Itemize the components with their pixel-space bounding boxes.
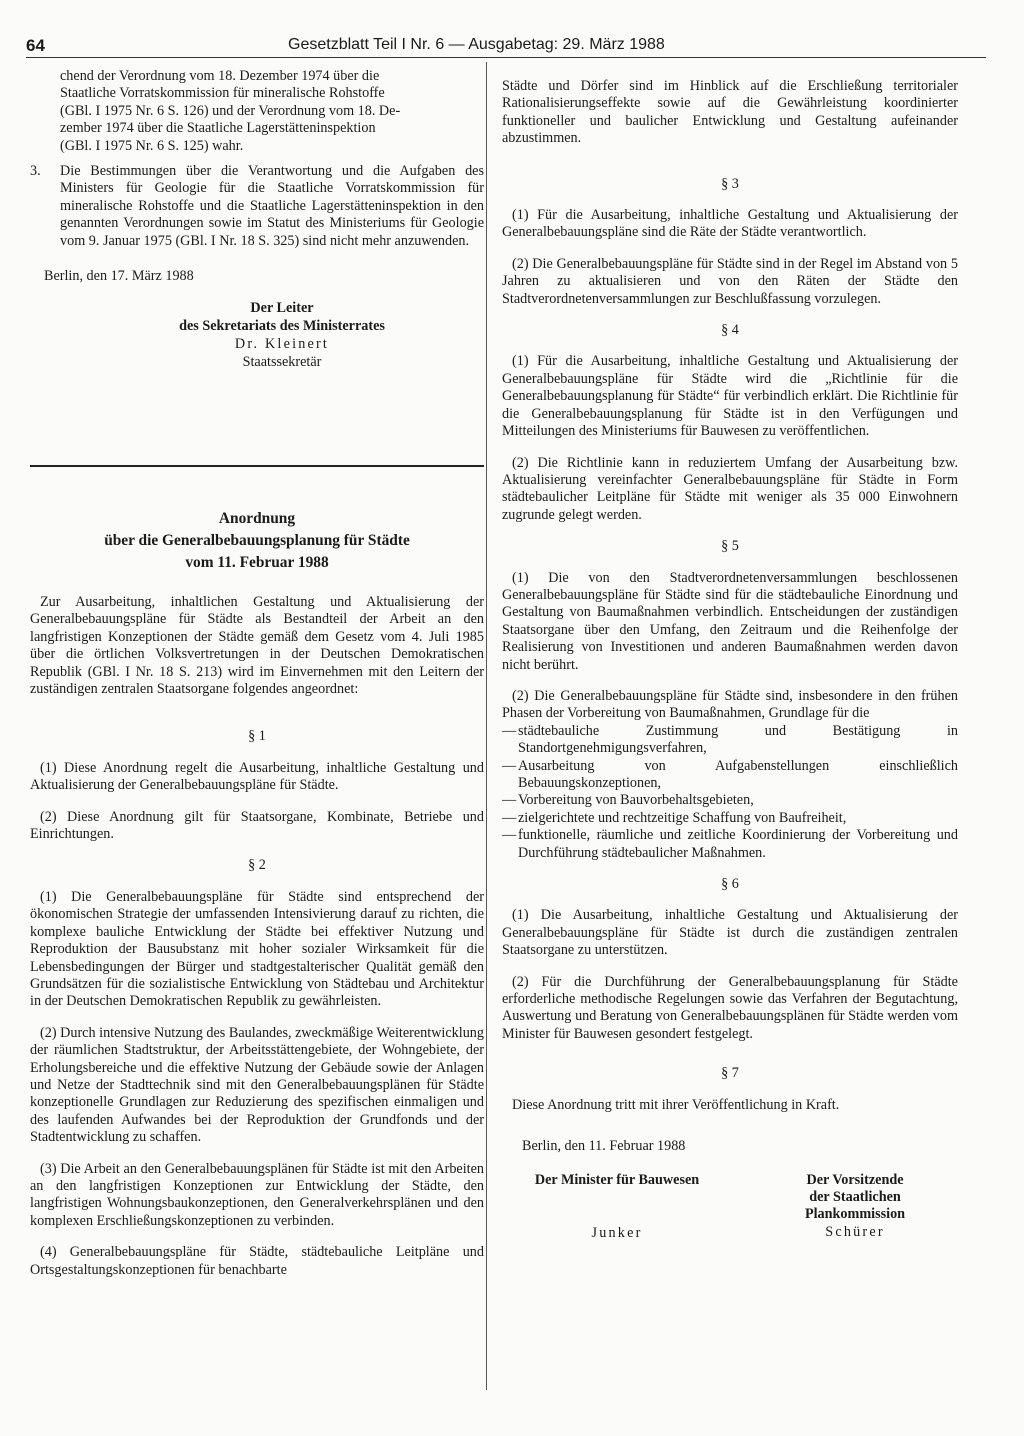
column-divider (486, 62, 487, 1390)
section-mark: § 5 (721, 538, 739, 555)
list-item-text: funktionelle, räumliche und zeitliche Koordinierung der Vorbereitung und Durchführung städtebaulicher Maßnahmen. (518, 827, 958, 861)
paragraph: (1) Die Ausarbeitung, inhaltliche Gestaltung und Aktualisierung der Generalbebauungspläne für Städte ist durch die zuständigen zentralen Staatsorgane zu unterstützen. (502, 907, 958, 959)
paragraph: (2) Die Richtlinie kann in reduziertem Umfang der Ausarbeitung bzw. Aktualisierung vereinfachter Generalbebauungspläne für Städte in Form städtebaulicher Leitpläne für Städte mit weniger als 35 000 Einwohnern zugrunde gelegt werden. (502, 454, 958, 523)
title-line: vom 11. Februar 1988 (185, 554, 329, 571)
numbered-item-3 (30, 163, 484, 250)
section-mark: § 1 (248, 728, 266, 745)
left-column-top (30, 68, 484, 371)
section-mark: § 6 (721, 876, 739, 893)
paragraph: (1) Diese Anordnung regelt die Ausarbeitung, inhaltliche Gestaltung und Aktualisierung der Generalbebauungspläne für Städte. (30, 759, 484, 794)
dash-bullet: — (502, 722, 517, 739)
paragraph: (1) Für die Ausarbeitung, inhaltliche Gestaltung und Aktualisierung der Generalbebauungspläne für Städte wird die „Richtlinie für die Generalbebauungsplanung für Städte“ für verbindlich erklärt. Die Richtlinie für die Generalbebauungsplanung für Städte ist in den Verfügungen und Mitteilungen des Ministeriums für Bauwesen zu veröffentlichen. (502, 353, 958, 440)
dash-bullet: — (502, 757, 517, 774)
ordinance-title (30, 508, 484, 574)
place-date: Berlin, den 17. März 1988 (44, 268, 194, 285)
section-mark: § 2 (248, 857, 266, 874)
paragraph: (1) Die von den Stadtverordnetenversammlungen beschlossenen Generalbebauungspläne für Städte sind für die städtebauliche Einordnung und Gestaltung von Baumaßnahmen verbindlich. Entscheidungen der zuständigen Staatsorgane über den Umfang, den Zeitraum und die Reihenfolge der Realisierung von Investitionen und anderen Baumaßnahmen werden davon nicht berührt. (502, 569, 958, 673)
list-item (502, 792, 958, 809)
signature-row (502, 1172, 958, 1243)
signature-chairman (722, 1172, 958, 1243)
signature-role: Plankommission (804, 1206, 906, 1223)
list-item (502, 723, 958, 758)
list-item (502, 810, 958, 827)
signature-role: des Sekretariats des Ministerrates (179, 318, 385, 335)
item-number: 3. (30, 163, 41, 180)
place-date: Berlin, den 11. Februar 1988 (522, 1138, 686, 1155)
list-item-text: städtebauliche Zustimmung und Bestätigung in Standortgenehmigungsverfahren, (518, 722, 958, 757)
paragraph: Diese Anordnung tritt mit ihrer Veröffentlichung in Kraft. (512, 1096, 840, 1113)
right-column (502, 78, 958, 1242)
paragraph: (2) Die Generalbebauungspläne für Städte sind, insbesondere in den frühen Phasen der Vorbereitung von Baumaßnahmen, Grundlage für die (502, 687, 958, 722)
signature-name: Schürer (825, 1223, 885, 1240)
list-item-text: Ausarbeitung von Aufgabenstellungen einschließlich Bebauungskonzeptionen, (518, 757, 958, 791)
paragraph: (1) Die Generalbebauungspläne für Städte sind entsprechend der ökonomischen Strategie der umfassenden Intensivierung darauf zu richten, die komplexe bauliche Entwicklung der Städte bei effektiver Nutzung und Reproduktion der Bausubstanz mit hoher sozialer Wirksamkeit für die Lebensbedingungen der Bürger und stadtgestalterischer Qualität gemäß den Grundsätzen für die sozialistische Entwicklung von Städtebau und Architektur in der Deutschen Demokratischen Republik zu gewährleisten. (30, 888, 484, 1010)
text-line: (GBl. I 1975 Nr. 6 S. 126) und der Verordnung vom 18. De- (60, 102, 401, 119)
list-item-text: zielgerichtete und rechtzeitige Schaffung von Baufreiheit, (518, 809, 847, 826)
list-item-text: Vorbereitung von Bauvorbehaltsgebieten, (518, 792, 754, 809)
signature-minister (502, 1172, 722, 1243)
signature-role: Der Vorsitzende (806, 1171, 904, 1188)
signature-block (30, 299, 484, 371)
text-line: zember 1974 über die Staatliche Lagerstätteninspektion (60, 120, 376, 137)
running-head: Gesetzblatt Teil I Nr. 6 — Ausgabetag: 29. März 1988 (288, 36, 665, 53)
preamble: Zur Ausarbeitung, inhaltlichen Gestaltung und Aktualisierung der Generalbebauungspläne für Städte als Bestandteil der Arbeit an den langfristigen Konzeptionen der Städte gemäß dem Gesetz vom 4. Juli 1985 über die örtlichen Volksvertretungen in der Deutschen Demokratischen Republik (GBl. I Nr. 18 S. 213) wird im Einvernehmen mit den Leitern der zuständigen zentralen Staatsorgane folgendes angeordnet: (30, 594, 484, 698)
title-line: Anordnung (218, 510, 296, 527)
dash-bullet: — (502, 792, 517, 809)
signature-role: Der Minister für Bauwesen (534, 1171, 700, 1188)
paragraph: (4) Generalbebauungspläne für Städte, städtebauliche Leitpläne und Ortsgestaltungskonzeptionen für benachbarte (30, 1244, 484, 1278)
list-item (502, 758, 958, 793)
text-line: chend der Verordnung vom 18. Dezember 1974 über die (60, 68, 380, 84)
signature-name: Junker (591, 1224, 643, 1241)
paragraph: Städte und Dörfer sind im Hinblick auf die Erschließung territorialer Rationalisierungseffekte sowie auf die Gewährleistung koordinierter funktioneller und baulicher Entwicklung und Gestaltung aufeinander abzustimmen. (502, 78, 958, 147)
title-line: über die Generalbebauungsplanung für Städte (104, 532, 410, 549)
dash-list (502, 723, 958, 862)
paragraph: (2) Die Generalbebauungspläne für Städte sind in der Regel im Abstand von 5 Jahren zu aktualisieren und von den Räten der Städte den Stadtverordnetenversammlungen zur Beschlußfassung vorzulegen. (502, 255, 958, 307)
signature-title: Staatssekretär (242, 354, 322, 371)
list-item (502, 827, 958, 862)
signature-name: Dr. Kleinert (234, 336, 330, 353)
paragraph: (2) Für die Durchführung der Generalbebauungsplanung für Städte erforderliche methodische Regelungen sowie das Verfahren der Begutachtung, Auswertung und Beratung von Generalbebauungsplänen für Städte werden vom Minister für Bauwesen gesondert festgelegt. (502, 973, 958, 1042)
signature-role: Der Leiter (250, 300, 314, 317)
text-line: (GBl. I 1975 Nr. 6 S. 125) wahr. (60, 137, 244, 154)
paragraph: (3) Die Arbeit an den Generalbebauungsplänen für Städte ist mit den Arbeiten an den langfristigen Konzeptionen zur Entwicklung der Städte, den langfristigen Wohnungsbaukonzeptionen, den Generalverkehrsplänen und den komplexen Erschließungskonzeptionen zu verbinden. (30, 1160, 484, 1229)
left-column-ordinance (30, 508, 484, 1279)
section-mark: § 4 (721, 322, 739, 339)
dash-bullet: — (502, 809, 517, 826)
section-separator (30, 465, 484, 467)
dash-bullet: — (502, 827, 517, 844)
section-mark: § 3 (721, 175, 739, 192)
text-line: Staatliche Vorratskommission für mineralische Rohstoffe (60, 85, 385, 102)
intro-continuation (30, 68, 484, 155)
paragraph: (2) Diese Anordnung gilt für Staatsorgane, Kombinate, Betriebe und Einrichtungen. (30, 808, 484, 843)
section-mark: § 7 (721, 1065, 739, 1082)
paragraph: (2) Durch intensive Nutzung des Baulandes, zweckmäßige Weiterentwicklung der räumlichen Stadtstruktur, der Arbeitsstättengebiete, der Wohngebiete, der Erholungsbereiche und die effektive Nutzung der Gebäude sowie der Anlagen und Netze der Stadttechnik sind mit den Generalbebauungsplänen für Städte konzeptionelle Grundlagen zur Reduzierung des spezifischen einmaligen und des laufenden Aufwandes bei der Reproduktion der Grundfonds und der Stadtentwicklung zu schaffen. (30, 1024, 484, 1146)
item-text: Die Bestimmungen über die Verantwortung und die Aufgaben des Ministers für Geologie für die Staatliche Vorratskommission für mineralische Rohstoffe und die Staatliche Lagerstätteninspektion in den genannten Verordnungen sowie im Statut des Ministeriums für Geologie vom 9. Januar 1975 (GBl. I Nr. 18 S. 325) sind nicht mehr anzuwenden. (60, 163, 484, 249)
header-rule (26, 57, 986, 58)
signature-role: der Staatlichen (809, 1188, 901, 1205)
page-number: 64 (26, 36, 45, 55)
paragraph: (1) Für die Ausarbeitung, inhaltliche Gestaltung und Aktualisierung der Generalbebauungspläne sind die Räte der Städte verantwortlich. (502, 207, 958, 241)
